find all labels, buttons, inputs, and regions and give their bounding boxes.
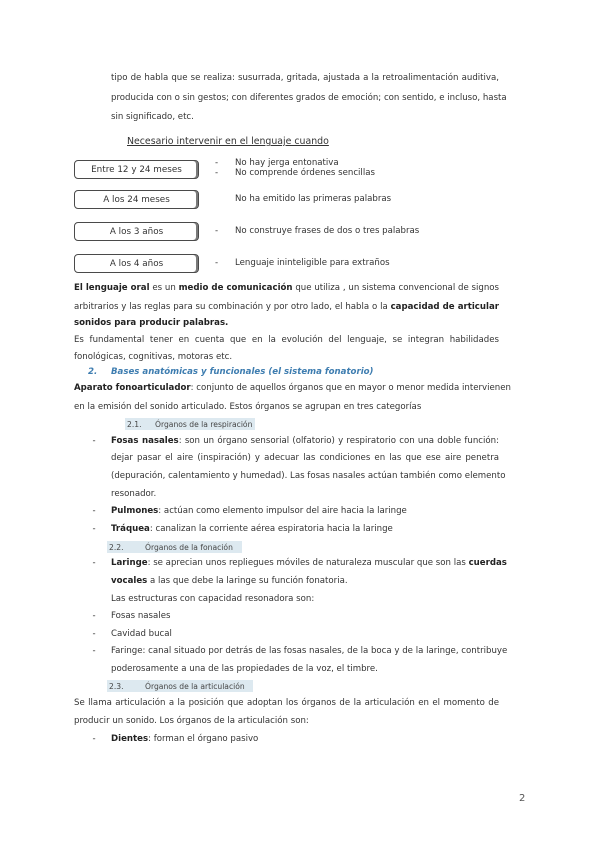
age-box-24 [74,190,199,209]
fosas-line-4: resonador. [111,489,157,499]
intervene-note: Lenguaje ininteligible para extraños [235,258,390,268]
subsection-badge [107,680,253,692]
articulacion-line-1: Se llama articulación a la posición que adoptan los órganos de la articulación en el momento de [74,698,499,708]
dash: - [92,524,96,534]
dash: - [92,629,96,639]
text-span: : son un órgano sensorial (olfatorio) y respiratorio con una doble función: [178,436,500,446]
term-traquea: Tráquea [111,524,150,534]
text-span: a las que debe la laringe su función fonatoria. [150,576,348,586]
term-lenguaje-oral: El lenguaje oral [74,283,150,293]
intervene-note: No hay jerga entonativa [235,158,339,168]
fosas-line-1 [111,436,499,447]
text-span: : forman el órgano pasivo [148,734,259,744]
term-vocales: vocales [111,576,148,586]
subsection-title: Órganos de la articulación [145,681,245,691]
text-span: : canalizan la corriente aérea espiratoria hacia la laringe [149,524,393,534]
subsection-number: 2.1. [127,419,142,429]
text-span: es un [152,283,176,293]
dash: - [215,158,219,168]
term-fosas: Fosas nasales [111,436,179,446]
laringe-line-3: Las estructuras con capacidad resonadora son: [111,594,315,604]
term-laringe: Laringe [111,558,148,568]
laringe-line-2 [111,576,348,587]
dash: - [215,258,219,268]
term-pulmones: Pulmones [111,506,159,516]
section-number: 2. [88,367,98,377]
dash: - [215,226,219,236]
dash: - [215,168,219,178]
dash: - [92,506,96,516]
term-medio-comunicacion: medio de comunicación [178,283,293,293]
intro-line-3: sin significado, etc. [111,112,194,122]
subsection-badge [107,541,242,553]
oral-line-5: fonológicas, cognitivas, motoras etc. [74,352,233,362]
age-box-4 [74,254,199,273]
intro-line-1: tipo de habla que se realiza: susurrada, gritada, ajustada a la retroalimentación auditiva, [111,73,499,83]
subsection-badge [125,418,255,430]
subsection-title: Órganos de la fonación [145,542,233,552]
age-label: Entre 12 y 24 meses [91,164,182,175]
intervene-note: No comprende órdenes sencillas [235,168,375,178]
fosas-line-2: dejar pasar el aire (inspiración) y adecuar las condiciones en las que ese aire penetra [111,453,499,463]
resonadora-item: Fosas nasales [111,611,171,621]
section-title: Bases anatómicas y funcionales (el sistema fonatorio) [111,367,374,377]
dash: - [92,611,96,621]
intervene-note: No ha emitido las primeras palabras [235,194,392,204]
oral-line-1 [74,283,499,294]
term-sonidos: sonidos para producir palabras. [74,318,229,328]
aparato-line-1 [74,383,511,394]
age-label: A los 3 años [109,226,164,237]
text-span: : se aprecian unos repliegues móviles de naturaleza muscular que son las [147,558,466,568]
articulacion-line-2: producir un sonido. Los órganos de la articulación son: [74,716,309,726]
aparato-line-2: en la emisión del sonido articulado. Estos órganos se agrupan en tres categorías [74,402,422,412]
text-span: que utiliza , un sistema convencional de signos [295,283,500,293]
term-dientes: Dientes [111,734,149,744]
age-label: A los 4 años [109,258,164,269]
intervene-heading: Necesario intervenir en el lenguaje cuando [127,136,329,147]
fosas-line-3: (depuración, calentamiento y humedad). Las fosas nasales actúan también como elemento [111,471,506,481]
dash: - [92,646,96,656]
age-box-3 [74,222,199,241]
oral-line-2 [74,302,499,313]
dash: - [92,436,96,446]
intro-line-2: producida con o sin gestos; con diferentes grados de emoción; con sentido, e incluso, hasta [111,93,507,103]
age-box-12-24 [74,160,199,179]
intervene-note: No construye frases de dos o tres palabras [235,226,420,236]
dientes-line [111,734,258,745]
subsection-number: 2.3. [109,681,124,691]
oral-line-3 [74,318,228,329]
dash: - [92,558,96,568]
pulmones-line [111,506,407,517]
age-label: A los 24 meses [103,194,170,205]
text-span: : actúan como elemento impulsor del aire hacia la laringe [158,506,407,516]
page-number: 2 [519,793,526,804]
traquea-line [111,524,393,535]
subsection-number: 2.2. [109,542,124,552]
subsection-title: Órganos de la respiración [155,419,253,429]
resonadora-item-cont: poderosamente a una de las propiedades de la voz, el timbre. [111,664,378,674]
term-cuerdas: cuerdas [468,558,507,568]
dash: - [92,734,96,744]
text-span: arbitrarios y las reglas para su combinación y por otro lado, el habla o la [74,302,388,312]
text-span: : conjunto de aquellos órganos que en mayor o menor medida intervienen [190,383,511,393]
term-aparato: Aparato fonoarticulador [74,383,191,393]
resonadora-item: Faringe: canal situado por detrás de las fosas nasales, de la boca y de la laringe, contribuye [111,646,508,656]
oral-line-4: Es fundamental tener en cuenta que en la evolución del lenguaje, se integran habilidades [74,335,499,345]
resonadora-item: Cavidad bucal [111,629,172,639]
laringe-line-1 [111,558,507,569]
term-capacidad: capacidad de articular [390,302,499,312]
